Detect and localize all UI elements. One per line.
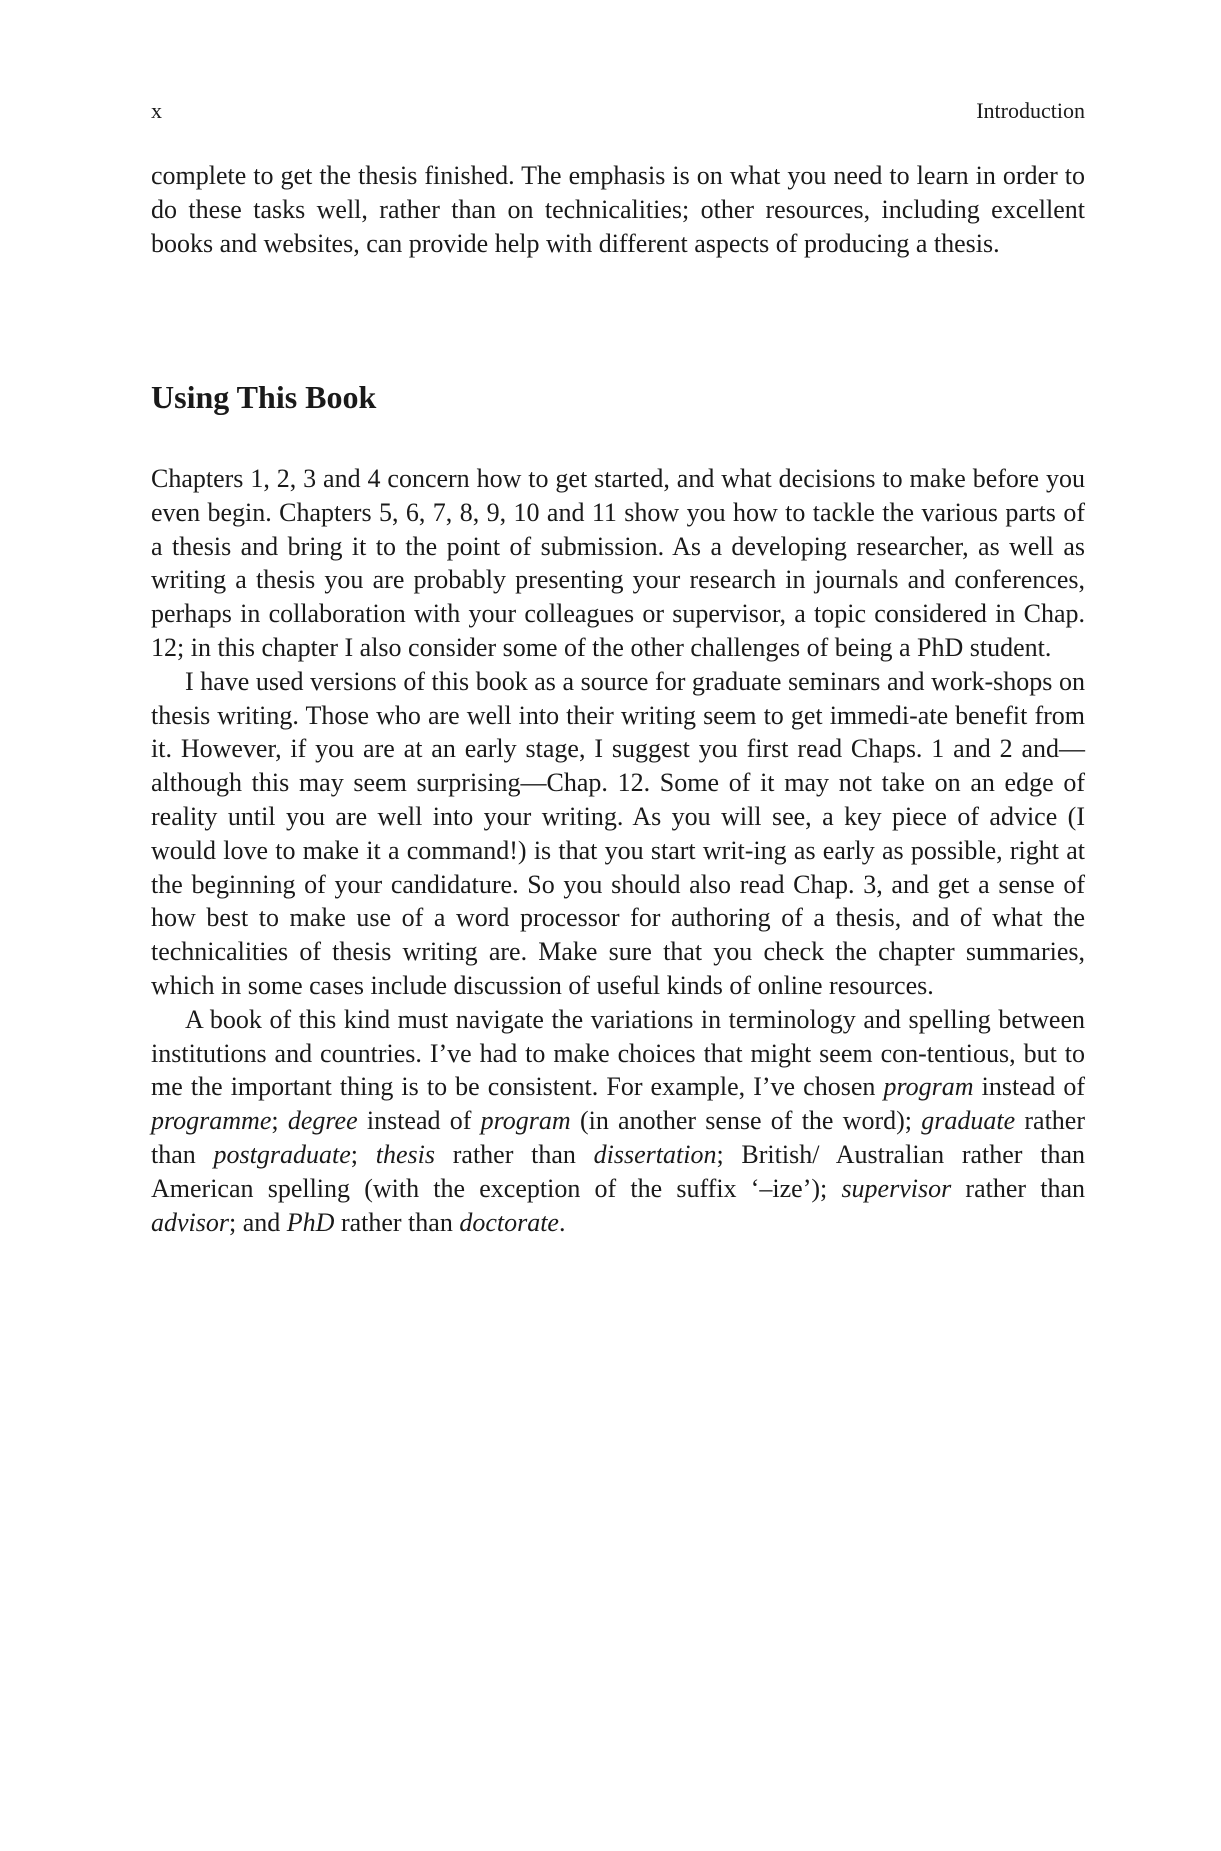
text-run: instead of (357, 1106, 481, 1136)
term-phd: PhD (286, 1207, 335, 1237)
paragraph-2: I have used versions of this book as a source for graduate seminars and work-shops on thesis writing. Those who are well into their writing seem to get immedi-ate benefit from it. However, if you are at an early stage, I suggest you first read Chaps. 1 and 2 and—although this may seem surprising—Chap. 12. Some of it may not take on an edge of reality until you are well into your writing. As you will see, a key piece of advice (I would love to make it a command!) is that you start writ-ing as early as possible, right at the beginning of your candidature. So you should also read Chap. 3, and get a sense of how best to make use of a word processor for authoring of a thesis, and of what the technicalities of thesis writing are. Make sure that you check the chapter summaries, which in some cases include discussion of useful kinds of online resources. (151, 666, 1085, 1000)
text-run: rather than (951, 1173, 1085, 1203)
term-doctorate: doctorate (459, 1207, 559, 1237)
section-text-block (151, 462, 1085, 1239)
term-supervisor: supervisor (841, 1173, 952, 1203)
running-head (151, 96, 1085, 126)
term-program-alt: program (480, 1106, 571, 1136)
paragraph-1: Chapters 1, 2, 3 and 4 concern how to get started, and what decisions to make before you even begin. Chapters 5, 6, 7, 8, 9, 10 and 11 show you how to tackle the various parts of a thesis and bring it to the point of submission. As a developing researcher, as well as writing a thesis you are probably presenting your research in journals and conferences, perhaps in collaboration with your colleagues or supervisor, a topic considered in Chap. 12; in this chapter I also consider some of the other challenges of being a PhD student. (151, 464, 1085, 662)
text-run: instead of (973, 1072, 1085, 1102)
term-programme: programme (151, 1106, 272, 1136)
term-advisor: advisor (151, 1207, 229, 1237)
text-run: ; (350, 1139, 376, 1169)
intro-paragraph: complete to get the thesis finished. The emphasis is on what you need to learn in order to do these tasks well, rather than on technicalities; other resources, including excellent books and websites, can provide help with different aspects of producing a thesis. (151, 161, 1085, 258)
term-postgraduate: postgraduate (213, 1139, 351, 1169)
term-graduate: graduate (921, 1106, 1016, 1136)
text-run: ; British/ Australian rather than American spelling (with the exception of the suffix ‘–ize’); (151, 1139, 1085, 1203)
text-run: rather than (334, 1207, 460, 1237)
text-run: . (558, 1207, 566, 1237)
intro-text-block (151, 159, 1085, 260)
text-run: ; (271, 1106, 288, 1136)
text-run: rather than (434, 1139, 594, 1169)
text-run: (in another sense of the word); (570, 1106, 922, 1136)
term-dissertation: dissertation (593, 1139, 717, 1169)
term-degree: degree (287, 1106, 358, 1136)
text-run: rather than (151, 1106, 1085, 1169)
text-run: A book of this kind must navigate the variations in terminology and spelling between institutions and countries. I’ve had to make choices that might seem con-tentious, but to me the important thing is to be consistent. For example, I’ve chosen (151, 1004, 1085, 1102)
term-thesis: thesis (375, 1139, 435, 1169)
paragraph-3 (151, 1003, 1085, 1240)
running-title: Introduction (976, 98, 1085, 123)
page-number: x (151, 98, 162, 123)
section-heading: Using This Book (151, 379, 377, 415)
text-run: ; and (229, 1207, 287, 1237)
term-program: program (883, 1072, 974, 1102)
